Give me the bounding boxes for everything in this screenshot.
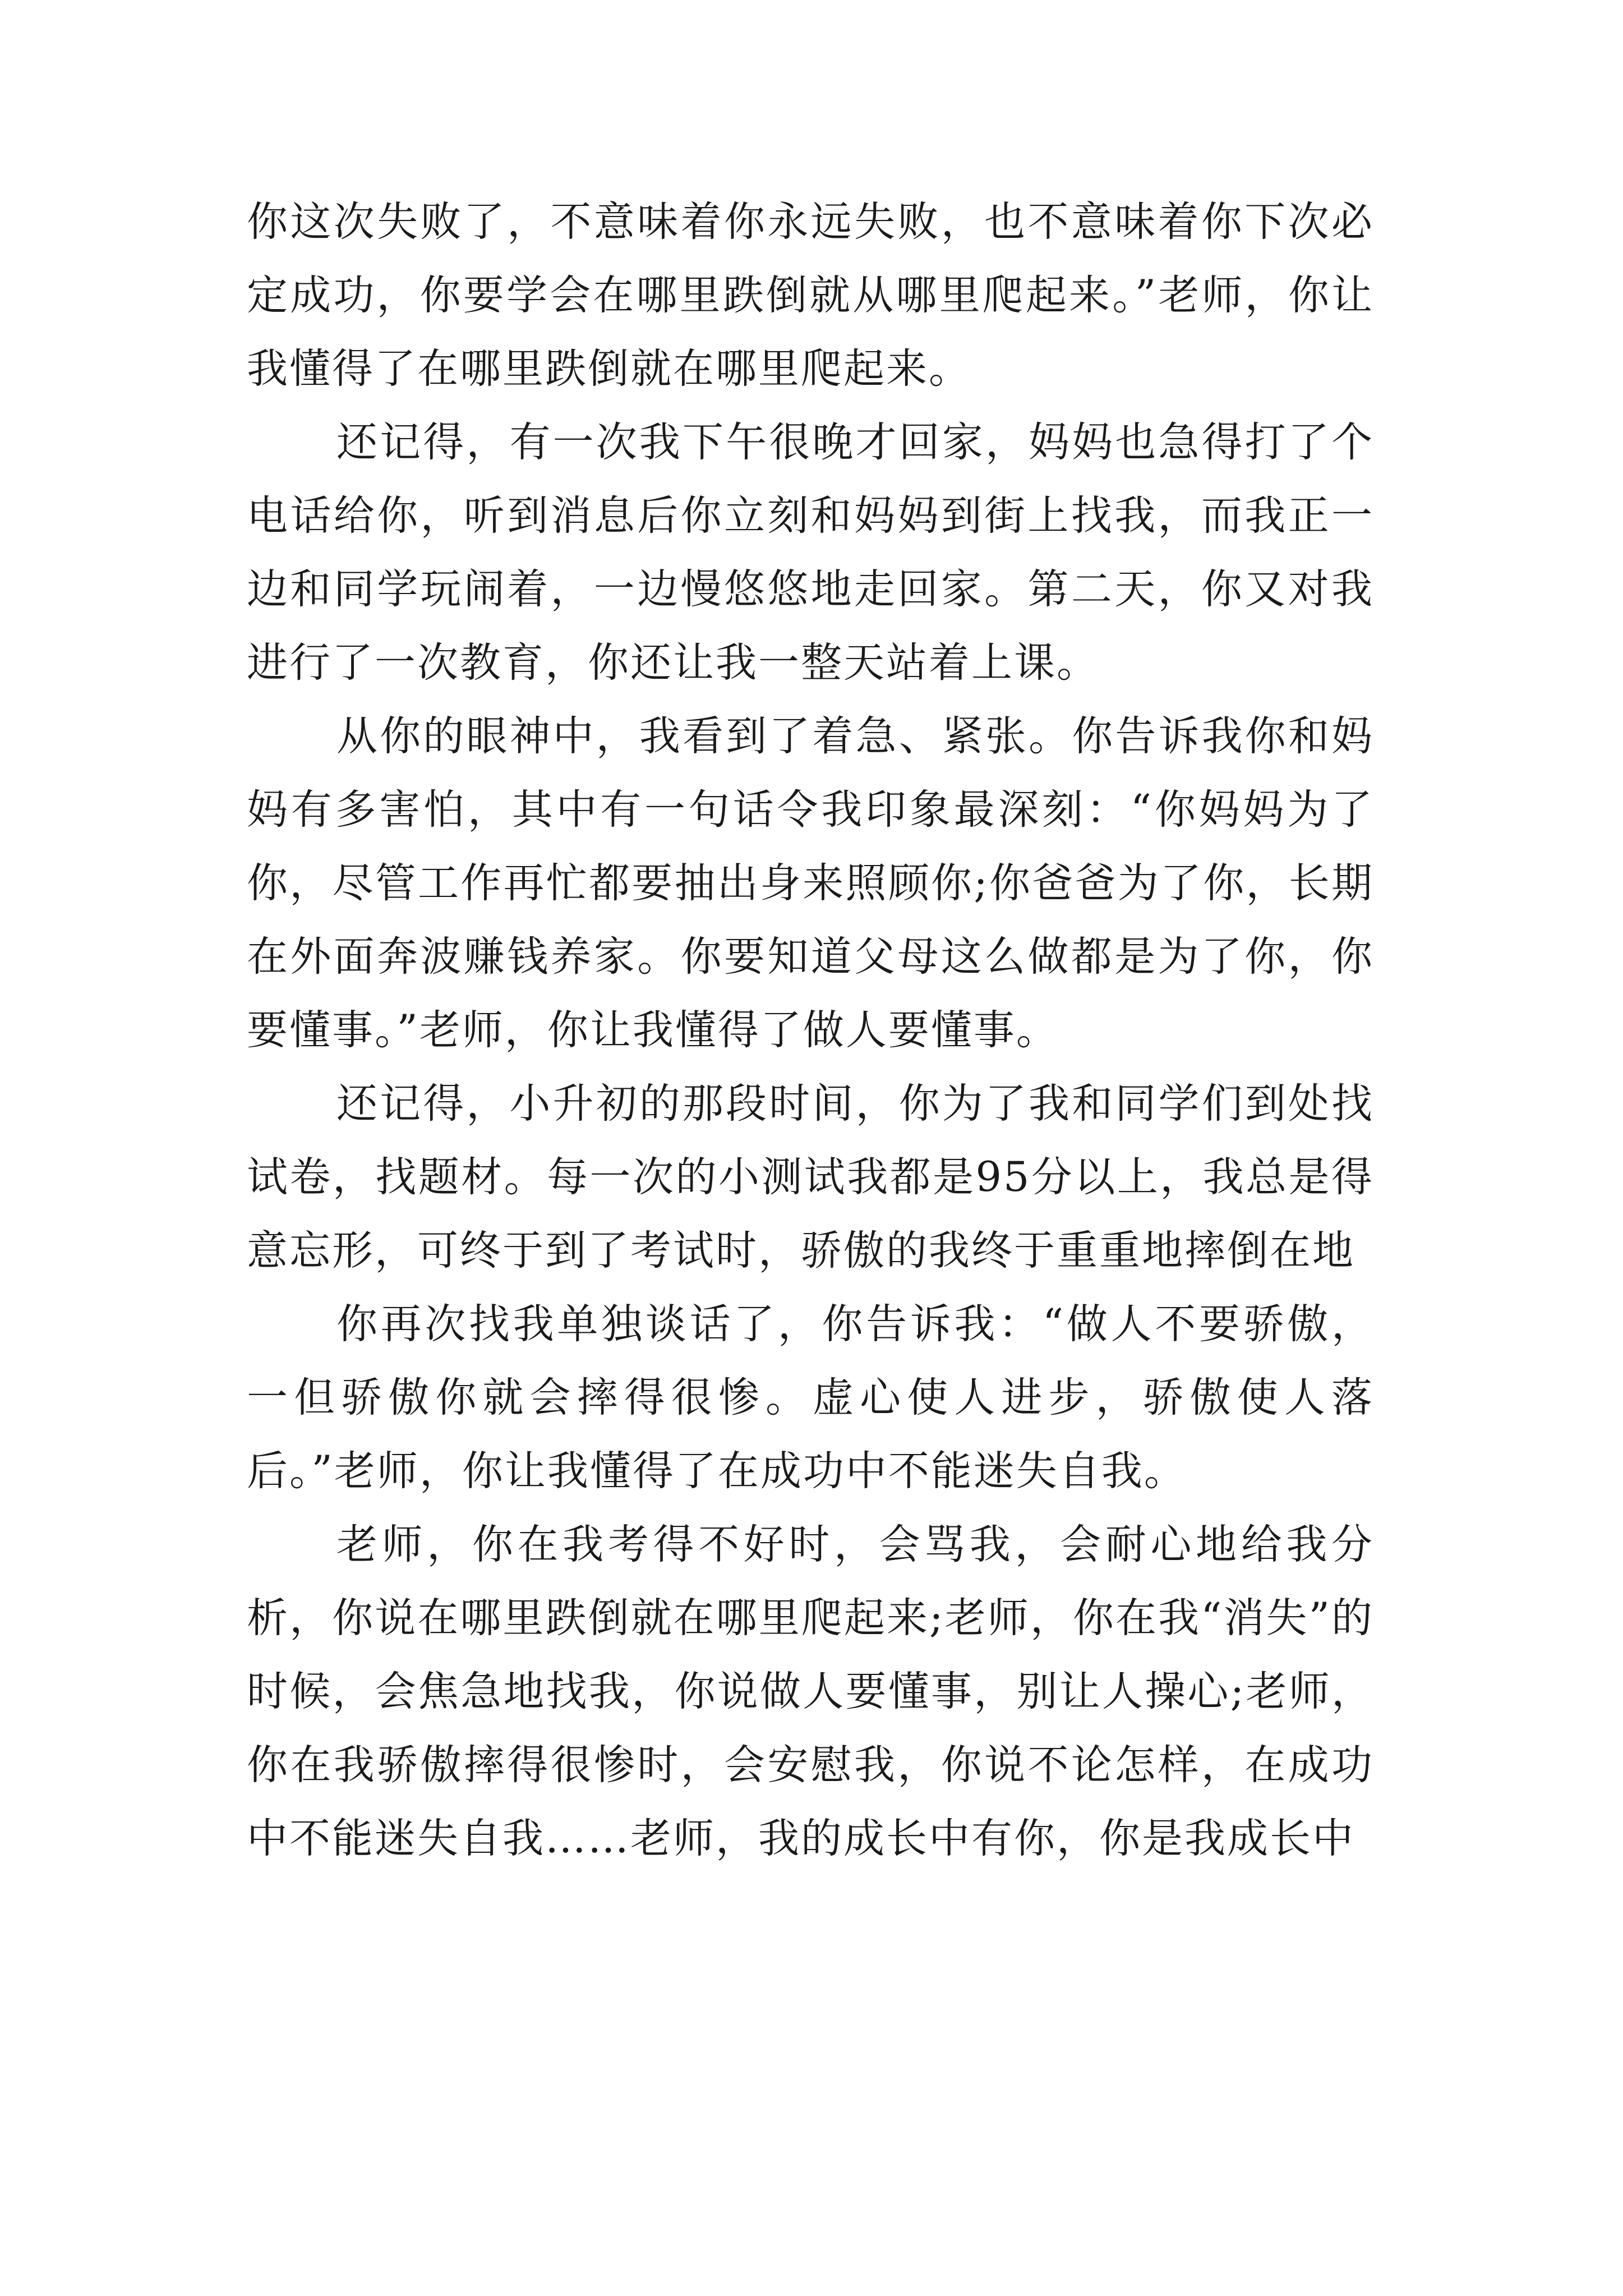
paragraph-2: 还记得，有一次我下午很晚才回家，妈妈也急得打了个电话给你，听到消息后你立刻和妈妈到街上找我，而我正一边和同学玩闹着，一边慢悠悠地走回家。第二天，你又对我进行了一次教育，你还让我一整天站着上课。 — [247, 418, 1374, 687]
paragraph-6: 老师，你在我考得不好时，会骂我，会耐心地给我分析，你说在哪里跌倒就在哪里爬起来;老师，你在我“消失”的时候，会焦急地找我，你说做人要懂事，别让人操心;老师，你在我骄傲摔得很惨时，会安慰我，你说不论怎样，在成功中不能迷失自我……老师，我的成长中有你，你是我成长中 — [247, 1521, 1374, 1862]
paragraph-3: 从你的眼神中，我看到了着急、紧张。你告诉我你和妈妈有多害怕，其中有一句话令我印象最深刻：“你妈妈为了你，尽管工作再忙都要抽出身来照顾你;你爸爸为了你，长期在外面奔波赚钱养家。你要知道父母这么做都是为了你，你要懂事。”老师，你让我懂得了做人要懂事。 — [247, 712, 1374, 1054]
paragraph-4: 还记得，小升初的那段时间，你为了我和同学们到处找试卷，找题材。每一次的小测试我都是95分以上，我总是得意忘形，可终于到了考试时，骄傲的我终于重重地摔倒在地 — [247, 1080, 1374, 1274]
paragraph-5: 你再次找我单独谈话了，你告诉我：“做人不要骄傲，一但骄傲你就会摔得很惨。虚心使人进步，骄傲使人落后。”老师，你让我懂得了在成功中不能迷失自我。 — [247, 1300, 1374, 1495]
body-text — [247, 185, 1374, 1875]
paragraph-1: 你这次失败了，不意味着你永远失败，也不意味着你下次必定成功，你要学会在哪里跌倒就从哪里爬起来。”老师，你让我懂得了在哪里跌倒就在哪里爬起来。 — [247, 198, 1374, 393]
